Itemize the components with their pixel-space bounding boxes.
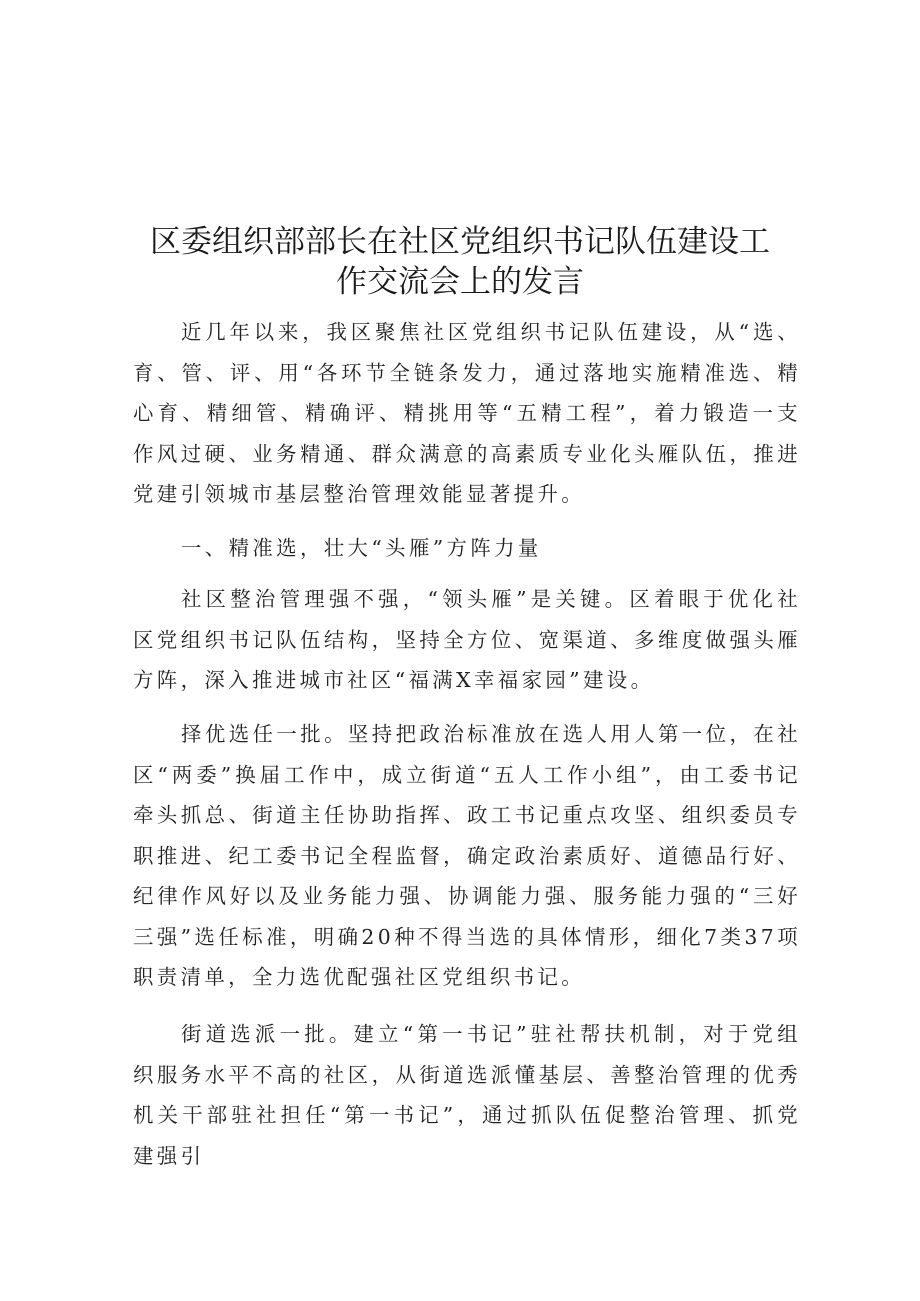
section-1-paragraph: 社区整治管理强不强，“领头雁”是关键。区着眼于优化社区党组织书记队伍结构，坚持全方位、宽渠道、多维度做强头雁方阵，深入推进城市社区“福满X幸福家园”建设。 (133, 587, 801, 692)
document-title-line-1: 区委组织部部长在社区党组织书记队伍建设工 (150, 224, 770, 260)
document-title-line-2: 作交流会上的发言 (336, 264, 584, 300)
section-heading-1: 一、精准选，壮大“头雁”方阵力量 (181, 536, 542, 560)
street-dispatch-paragraph: 街道选派一批。建立“第一书记”驻社帮扶机制，对于党组织服务水平不高的社区，从街道选派懂基层、善整治管理的优秀机关干部驻社担任“第一书记”，通过抓队伍促整治管理、抓党建强引 (133, 1022, 801, 1168)
intro-paragraph: 近几年以来，我区聚焦社区党组织书记队伍建设，从“选、育、管、评、用“各环节全链条发力，通过落地实施精准选、精心育、精细管、精确评、精挑用等“五精工程”，着力锻造一支作风过硬、业务精通、群众满意的高素质专业化头雁队伍，推进党建引领城市基层整治管理效能显著提升。 (133, 320, 801, 506)
select-best-paragraph: 择优选任一批。坚持把政治标准放在选人用人第一位，在社区“两委”换届工作中，成立街道“五人工作小组”，由工委书记牵头抓总、街道主任协助指挥、政工书记重点攻坚、组织委员专职推进、纪工委书记全程监督，确定政治素质好、道德品行好、纪律作风好以及业务能力强、协调能力强、服务能力强的“三好三强”选任标准，明确20种不得当选的具体情形，细化7类37项职责清单，全力选优配强社区党组织书记。 (133, 722, 801, 989)
